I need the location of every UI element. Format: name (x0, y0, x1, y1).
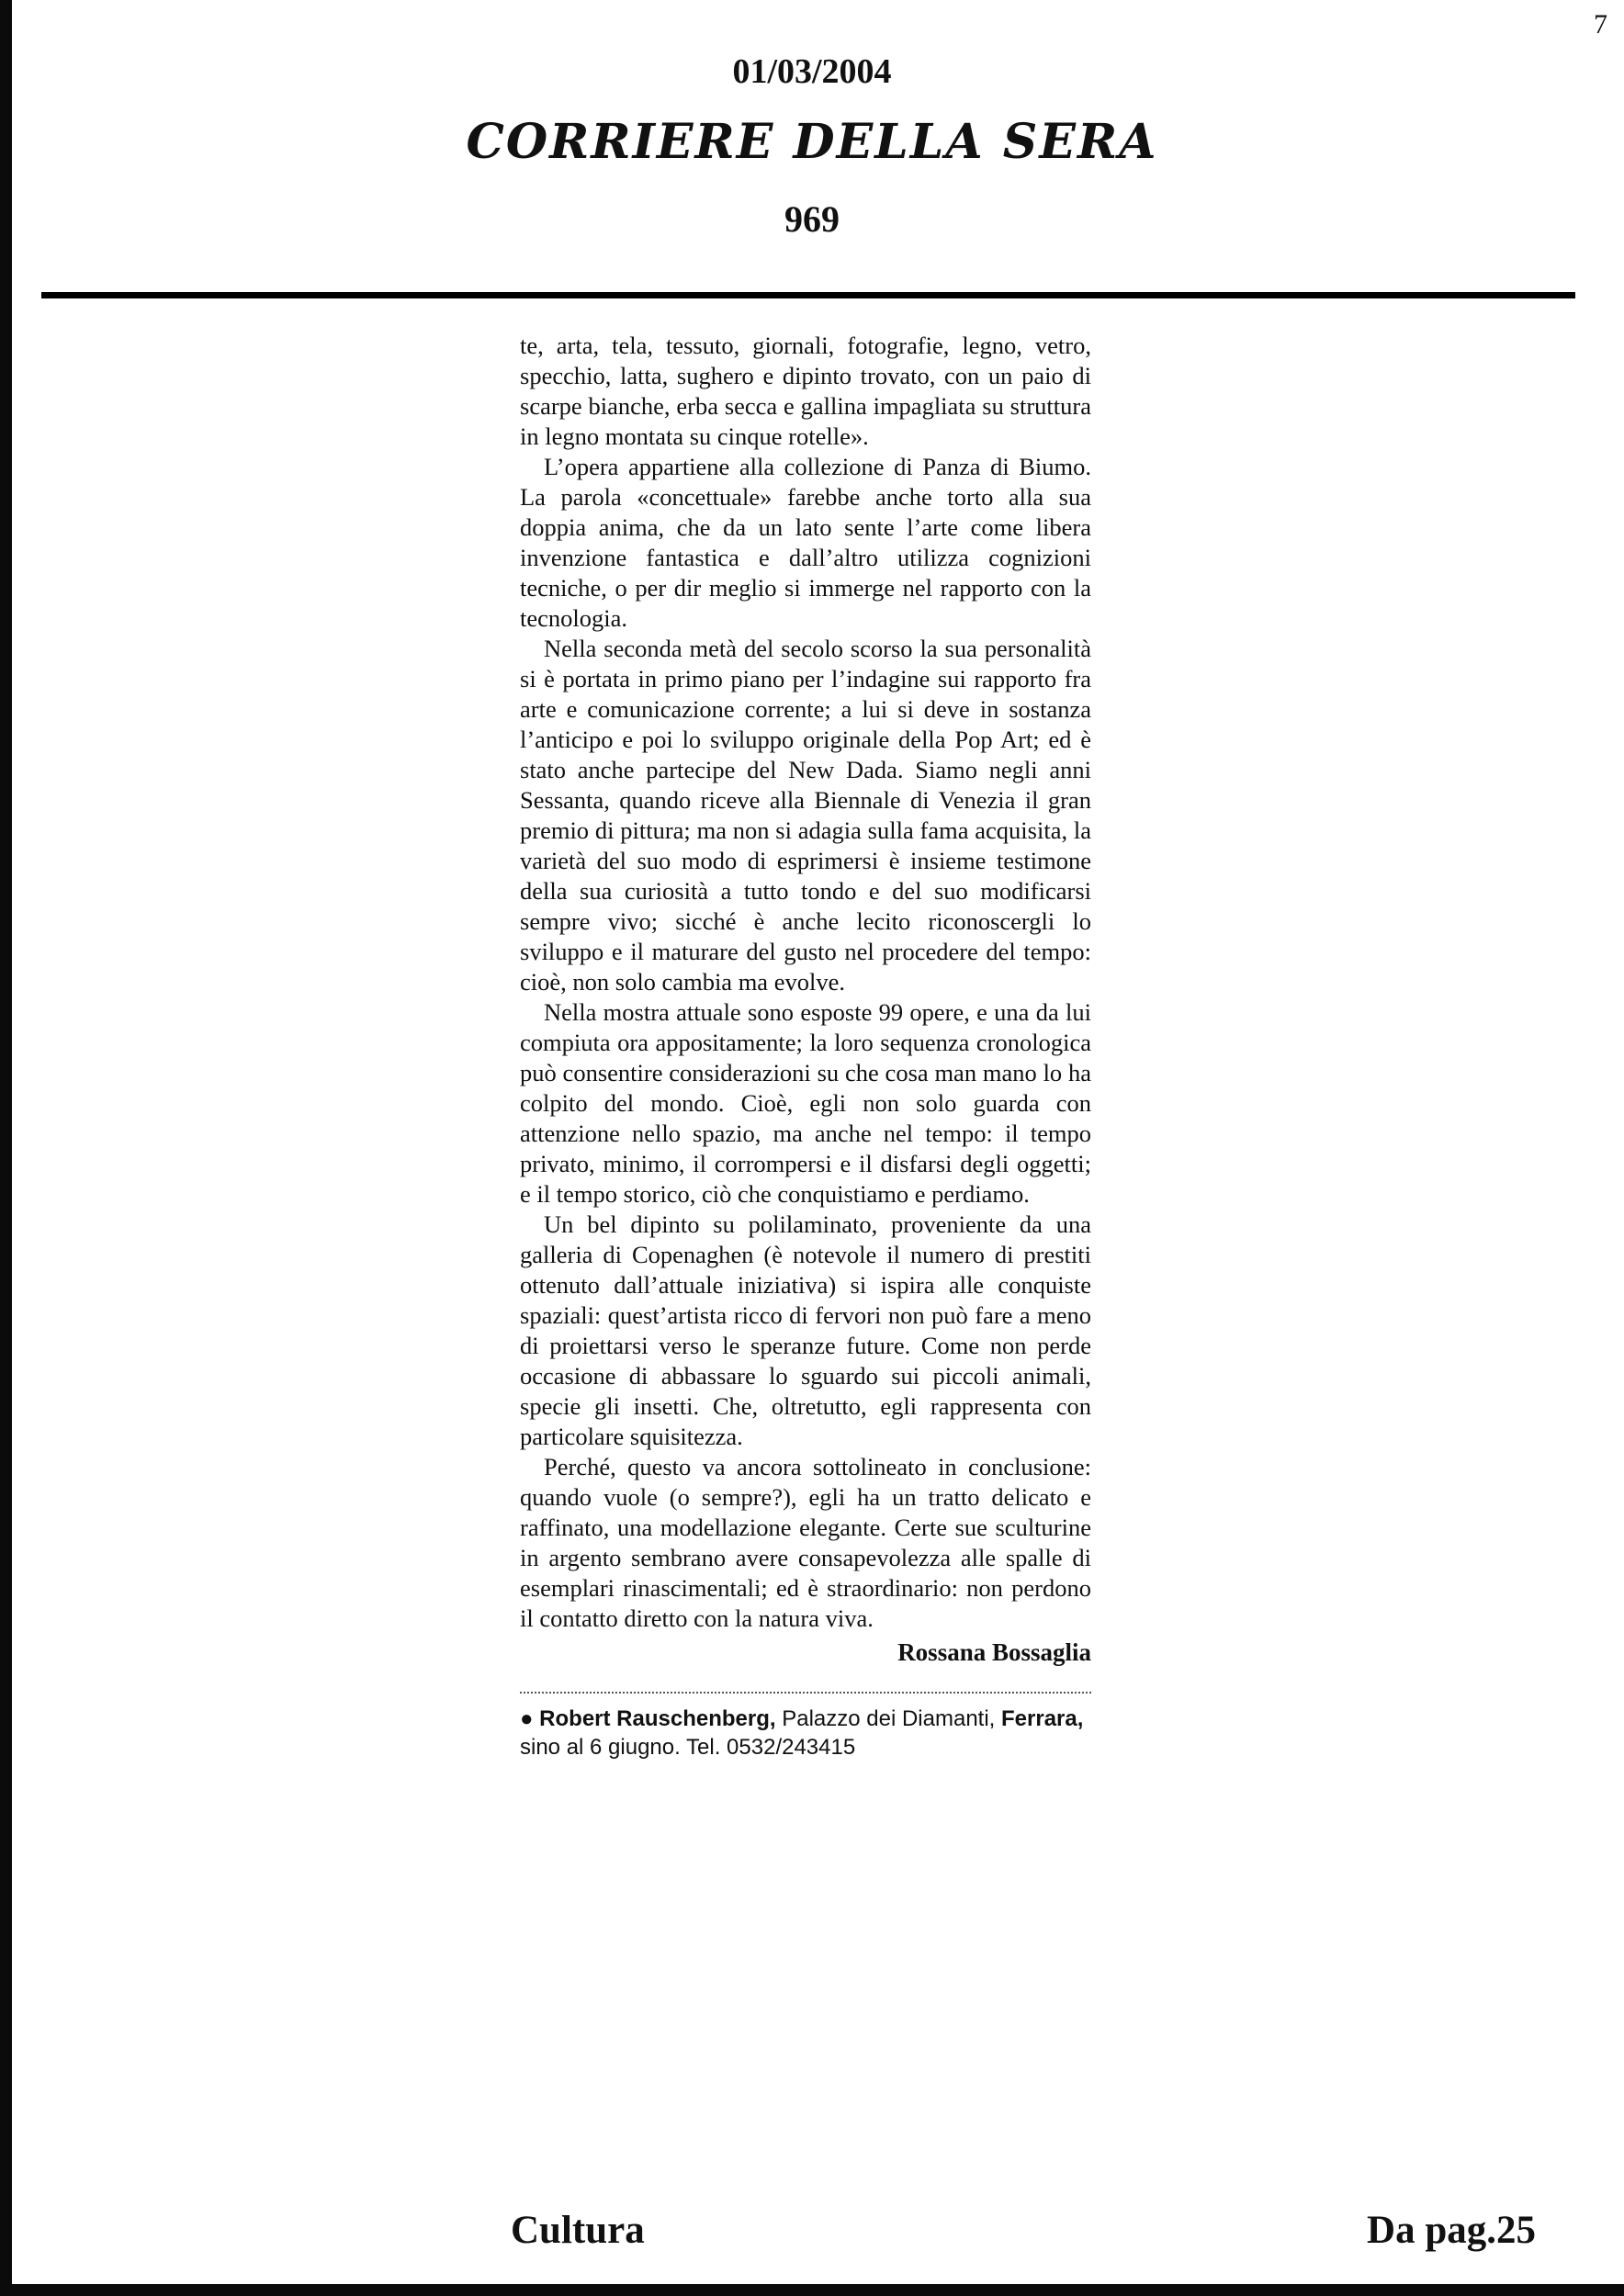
footnote-dates-phone: sino al 6 giugno. Tel. 0532/243415 (520, 1735, 856, 1760)
footnote-venue: Palazzo dei Diamanti, (782, 1706, 1001, 1731)
author-signature: Rossana Bossaglia (897, 1638, 1091, 1666)
article-paragraph: Nella mostra attuale sono esposte 99 opere, e una da lui compiuta ora appositamente; la loro sequenza cronologica può consentire considerazioni su che cosa man mano lo ha colpito del mondo. Cioè, egli non solo guarda con attenzione nello spazio, ma anche nel tempo: il tempo privato, minimo, il corrompersi e il disfarsi degli oggetti; e il tempo storico, ciò che conquistiamo e perdiamo. (520, 998, 1091, 1208)
corner-page-number: 7 (1594, 9, 1607, 39)
header (0, 51, 1624, 241)
footnote-city: Ferrara, (1001, 1706, 1084, 1731)
clipping-date: 01/03/2004 (732, 52, 892, 91)
article-paragraph: te, arta, tela, tessuto, giornali, fotografie, legno, vetro, specchio, latta, sughero e dipinto trovato, con un paio di scarpe bianche, erba secca e gallina impagliata su struttura in legno montata su cinque rotelle». (520, 332, 1091, 450)
exhibition-info-footnote (520, 1705, 1091, 1761)
article-body (520, 331, 1091, 1761)
header-divider-rule (41, 292, 1575, 298)
footer-section-label: Cultura (511, 2209, 645, 2252)
article-paragraph: Perché, questo va ancora sottolineato in conclusione: quando vuole (o sempre?), egli ha un tratto delicato e raffinato, una modellazione elegante. Certe sue sculturine in argento sembrano avere consapevolezza alle spalle di esemplari rinascimentali; ed è straordinario: non perdono il contatto diretto con la natura viva. (520, 1453, 1091, 1632)
scan-edge-left (0, 0, 12, 2296)
footnote-artist-name: Robert Rauschenberg, (539, 1706, 783, 1731)
article-paragraph: L’opera appartiene alla collezione di Panza di Biumo. La parola «concettuale» farebbe anche torto alla sua doppia anima, che da un lato sente l’arte come libera invenzione fantastica e dall’altro utilizza cognizioni tecniche, o per dir meglio si immerge nel rapporto con la tecnologia. (520, 453, 1091, 632)
dotted-separator (520, 1692, 1091, 1694)
article-paragraph: Un bel dipinto su polilaminato, proveniente da una galleria di Copenaghen (è notevole il numero di prestiti ottenuto dall’attuale iniziativa) si ispira alle conquiste spaziali: quest’artista ricco di fervori non può fare a meno di proiettarsi verso le speranze future. Come non perde occasione di abbassare lo sguardo sui piccoli animali, specie gli insetti. Che, oltretutto, egli rappresenta con particolare squisitezza. (520, 1210, 1091, 1450)
scan-edge-bottom (0, 2284, 1624, 2296)
issue-number: 969 (784, 198, 840, 240)
article-paragraph: Nella seconda metà del secolo scorso la sua personalità si è portata in primo piano per l’indagine sui rapporto fra arte e comunicazione corrente; a lui si deve in sostanza l’anticipo e poi lo sviluppo originale della Pop Art; ed è stato anche partecipe del New Dada. Siamo negli anni Sessanta, quando riceve alla Biennale di Venezia il gran premio di pittura; ma non si adagia sulla fama acquisita, la varietà del suo modo di esprimersi è insieme testimone della sua curiosità a tutto tondo e del suo modificarsi sempre vivo; sicché è anche lecito riconoscergli lo sviluppo e il maturare del gusto nel procedere del tempo: cioè, non solo cambia ma evolve. (520, 635, 1091, 996)
newspaper-masthead: CORRIERE DELLA SERA (466, 114, 1158, 170)
footer-page-reference: Da pag.25 (1367, 2209, 1536, 2252)
bullet-icon: ● (520, 1706, 534, 1731)
